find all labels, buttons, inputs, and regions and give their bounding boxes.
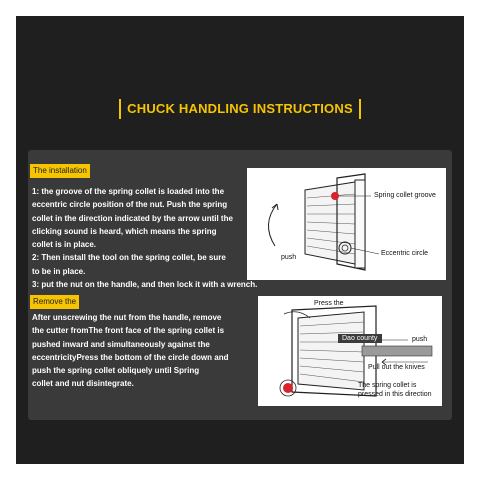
- removal-line: After unscrewing the nut from the handle, remove: [32, 313, 222, 322]
- removal-line: eccentricityPress the bottom of the circle down and: [32, 352, 229, 362]
- label-eccentric: Eccentric circle: [381, 250, 429, 257]
- removal-tag: Remove the: [30, 295, 79, 309]
- installation-line: eccentric circle position of the nut. Push the spring: [32, 200, 228, 210]
- pressed-marker-icon: [283, 383, 293, 393]
- label-push: push: [281, 254, 297, 261]
- label-pressed-1: The spring collet is: [358, 382, 417, 389]
- instruction-sheet: [16, 16, 464, 464]
- removal-steps: [32, 311, 229, 391]
- installation-diagram: [247, 168, 446, 280]
- collet-install-illustration: [247, 168, 446, 280]
- label-press: Press the: [314, 300, 344, 307]
- label-dao-county: Dao county: [342, 335, 378, 342]
- instructions-panel: [28, 150, 452, 420]
- label-pressed-2: pressed in this direction: [358, 391, 432, 398]
- installation-line: collet is in place.: [32, 240, 97, 250]
- removal-line: collet and nut disintegrate.: [32, 379, 134, 389]
- installation-line: 1: the groove of the spring collet is loaded into the: [32, 187, 225, 196]
- label-push: push: [412, 336, 428, 343]
- removal-diagram: [258, 296, 442, 406]
- installation-line: 3: put the nut on the handle, and then lock it with a wrench.: [32, 280, 258, 290]
- label-groove: Spring collet groove: [374, 192, 436, 199]
- installation-tag: The installation: [30, 164, 90, 178]
- page-title: CHUCK HANDLING INSTRUCTIONS: [119, 99, 361, 119]
- installation-line: to be in place.: [32, 266, 86, 276]
- removal-line: the cutter fromThe front face of the spring collet is: [32, 326, 225, 336]
- installation-steps: [32, 185, 257, 291]
- installation-line: clicking sound is heard, which means the spring: [32, 226, 217, 236]
- removal-line: pushed inward and simultaneously against the: [32, 339, 210, 349]
- installation-line: collet in the direction indicated by the arrow until the: [32, 213, 233, 223]
- groove-marker-icon: [331, 192, 339, 200]
- installation-line: 2: Then install the tool on the spring collet, be sure: [32, 253, 226, 263]
- removal-line: push the spring collet obliquely until Spring: [32, 366, 200, 376]
- label-pull: Pull out the knives: [368, 364, 425, 371]
- title-bar: [16, 98, 464, 120]
